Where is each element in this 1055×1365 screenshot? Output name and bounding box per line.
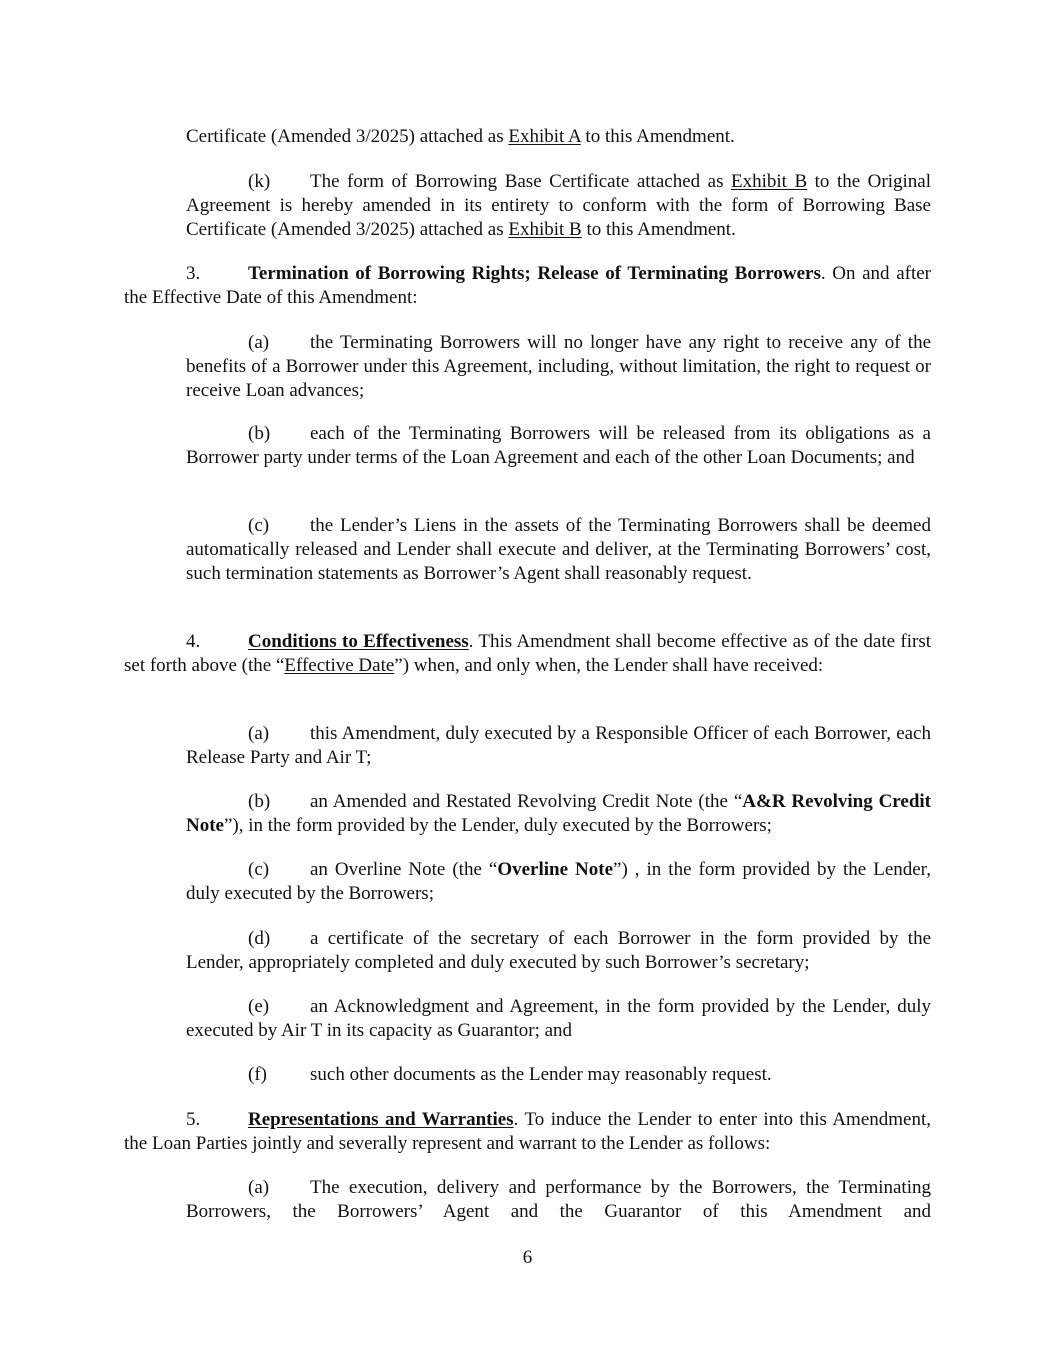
section-3-heading-paragraph: 3. Termination of Borrowing Rights; Release of Terminating Borrowers. On and after the Effective Date of this Amendment: — [124, 263, 931, 308]
section-heading: Conditions to Effectiveness — [248, 631, 469, 652]
section-3-item-b: (b) each of the Terminating Borrowers will be released from its obligations as a Borrower party under terms of the Loan Agreement and each of the other Loan Documents; and — [186, 423, 931, 468]
section-4-heading-paragraph: 4. Conditions to Effectiveness. This Amendment shall become effective as of the date first set forth above (the “Effective Date”) when, and only when, the Lender shall have received: — [124, 631, 931, 676]
item-label: (a) — [248, 1177, 270, 1198]
section-heading: Termination of Borrowing Rights; Release of Terminating Borrowers — [248, 263, 821, 284]
section-3-item-c: (c) the Lender’s Liens in the assets of the Terminating Borrowers shall be deemed automatically released and Lender shall execute and deliver, at the Terminating Borrowers’ cost, such termination statements as Borrower’s Agent shall reasonably request. — [186, 515, 931, 584]
item-label: (b) — [248, 423, 271, 444]
defined-term: A&R Revolving Credit Note — [186, 791, 932, 836]
section-4-item-d: (d) a certificate of the secretary of each Borrower in the form provided by the Lender, appropriately completed and duly executed by such Borrower’s secretary; — [186, 928, 931, 973]
section-5-heading-paragraph: 5. Representations and Warranties. To induce the Lender to enter into this Amendment, the Loan Parties jointly and severally represent and warrant to the Lender as follows: — [124, 1109, 931, 1154]
item-label: (e) — [248, 996, 270, 1017]
section-4-item-b: (b) an Amended and Restated Revolving Credit Note (the “A&R Revolving Credit Note”), in the form provided by the Lender, duly executed by the Borrowers; — [186, 791, 932, 836]
item-label: (k) — [248, 171, 271, 192]
section-number: 4. — [186, 631, 201, 652]
section-5-item-a: (a) The execution, delivery and performance by the Borrowers, the Terminating Borrowers, the Borrowers’ Agent and the Guarantor of this Amendment and — [186, 1177, 931, 1222]
paragraph-2k: (k) The form of Borrowing Base Certificate attached as Exhibit B to the Original Agreement is hereby amended in its entirety to conform with the form of Borrowing Base Certificate (Amended 3/2025) attached as Exhibit B to this Amendment. — [186, 171, 932, 240]
exhibit-a-reference: Exhibit A — [508, 126, 581, 147]
item-label: (d) — [248, 928, 271, 949]
item-label: (f) — [248, 1064, 267, 1085]
item-label: (b) — [248, 791, 271, 812]
item-label: (c) — [248, 515, 270, 536]
defined-term: Effective Date — [284, 655, 395, 676]
item-label: (c) — [248, 859, 270, 880]
item-label: (a) — [248, 332, 270, 353]
section-4-item-e: (e) an Acknowledgment and Agreement, in the form provided by the Lender, duly executed by Air T in its capacity as Guarantor; and — [186, 996, 931, 1041]
item-label: (a) — [248, 723, 270, 744]
section-heading: Representations and Warranties — [248, 1109, 514, 1130]
defined-term: Overline Note — [497, 859, 614, 880]
section-3-item-a: (a) the Terminating Borrowers will no longer have any right to receive any of the benefits of a Borrower under this Agreement, including, without limitation, the right to request or receive Loan advances; — [186, 332, 931, 401]
exhibit-b-reference: Exhibit B — [508, 219, 582, 240]
section-number: 3. — [186, 263, 201, 284]
carryover-paragraph: Certificate (Amended 3/2025) attached as Exhibit A to this Amendment. — [186, 126, 735, 147]
page-number: 6 — [522, 1247, 533, 1268]
section-4-item-f: (f) such other documents as the Lender may reasonably request. — [248, 1064, 772, 1085]
section-4-item-a: (a) this Amendment, duly executed by a Responsible Officer of each Borrower, each Release Party and Air T; — [186, 723, 931, 768]
exhibit-b-reference: Exhibit B — [731, 171, 808, 192]
section-number: 5. — [186, 1109, 201, 1130]
section-4-item-c: (c) an Overline Note (the “Overline Note”) , in the form provided by the Lender, duly executed by the Borrowers; — [186, 859, 931, 904]
